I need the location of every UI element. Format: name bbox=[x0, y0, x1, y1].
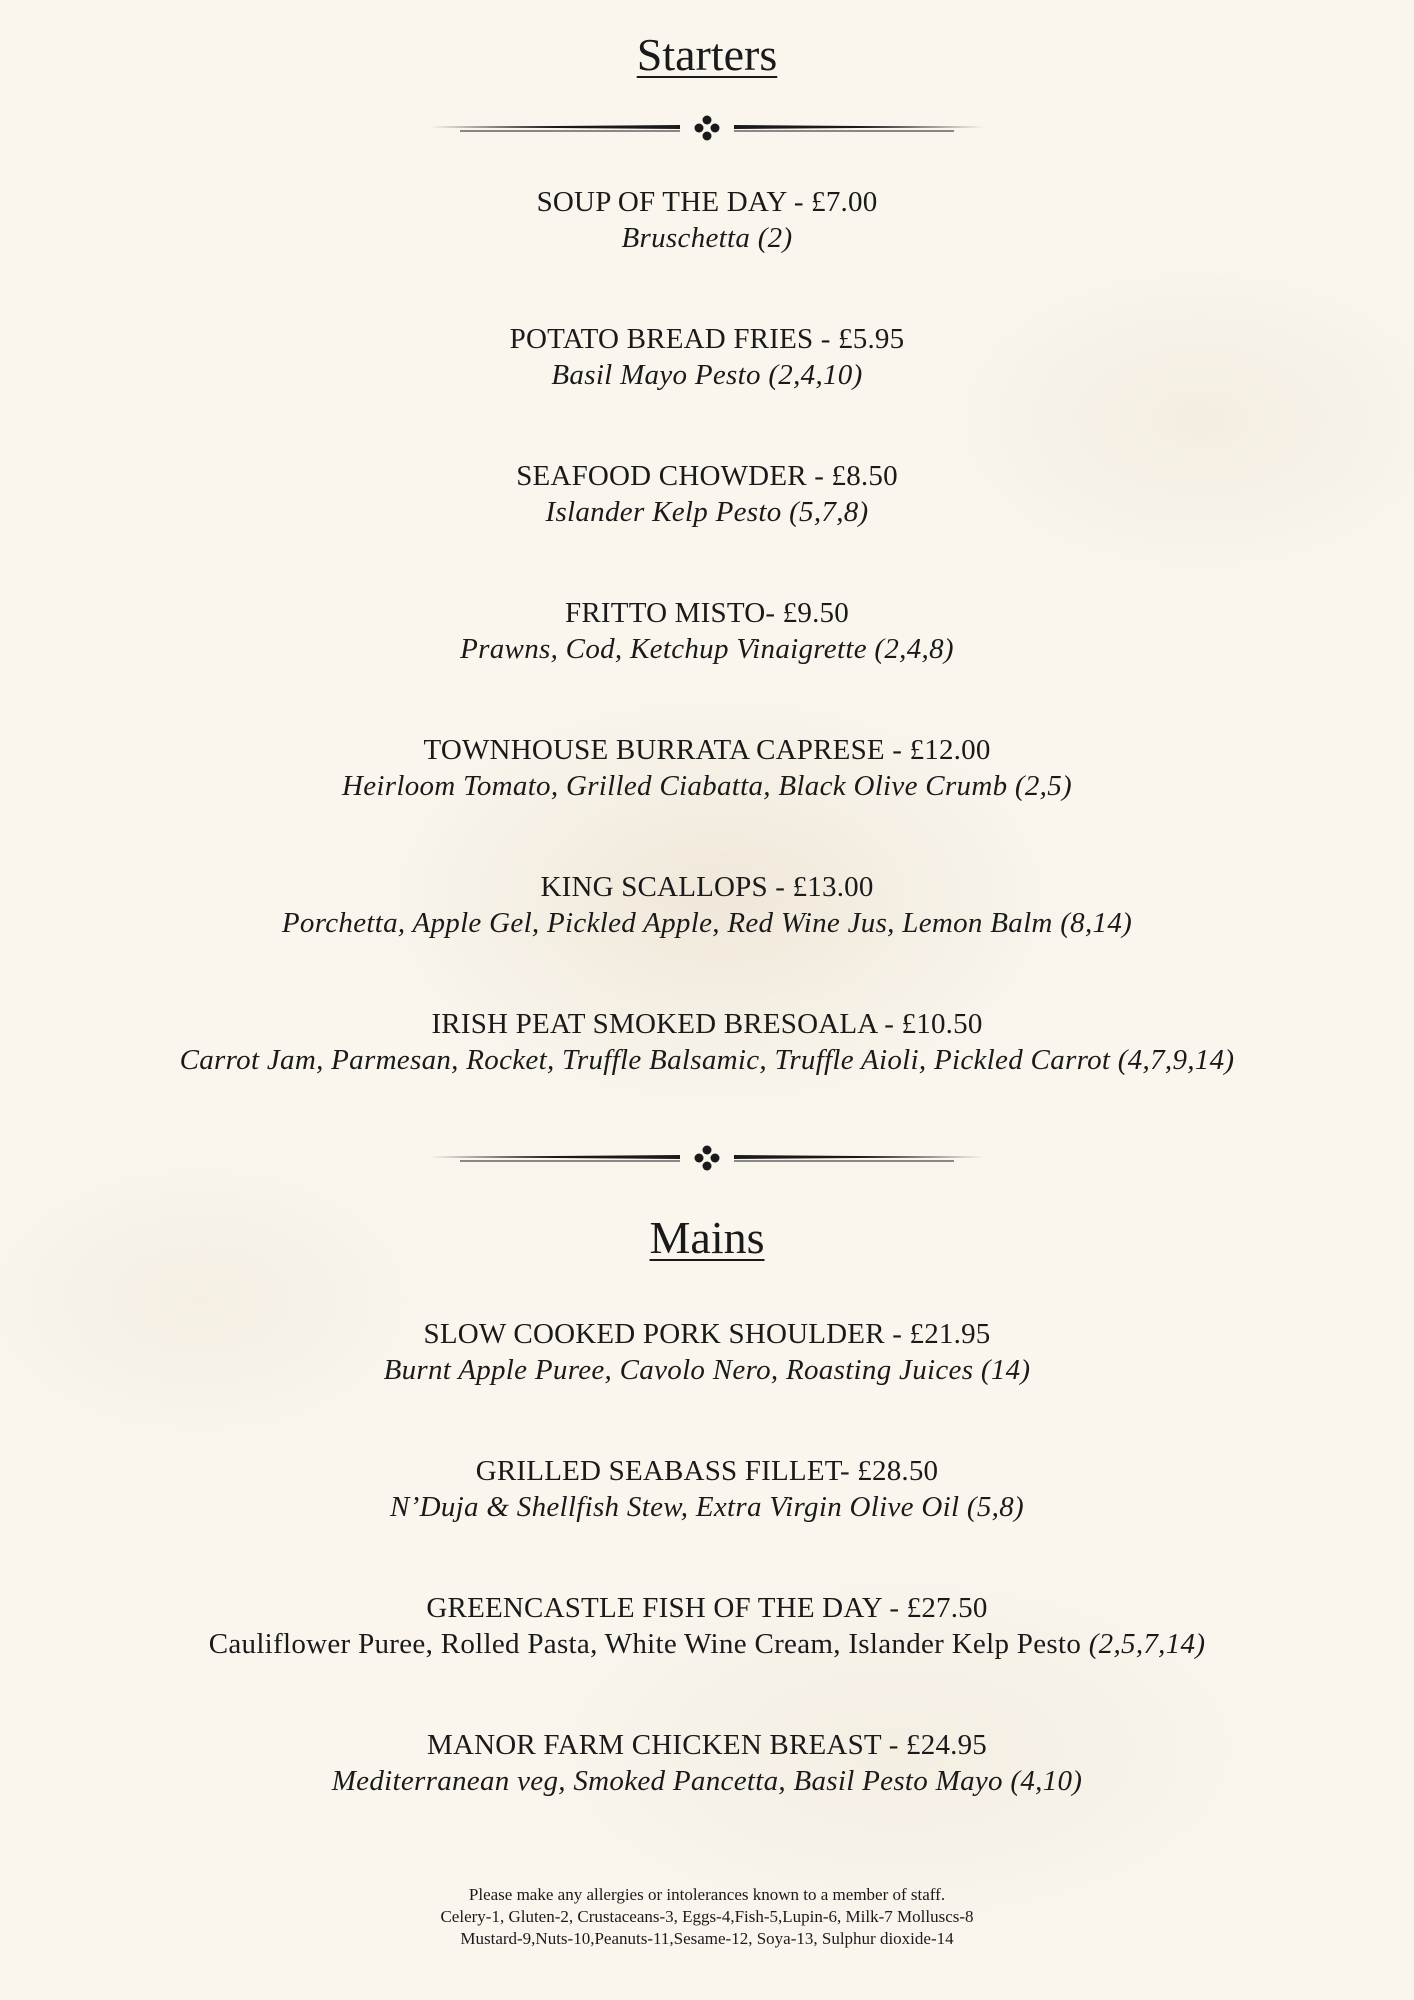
item-description bbox=[60, 1626, 1354, 1662]
item-name: IRISH PEAT SMOKED BRESOALA - £10.50 bbox=[431, 1008, 983, 1040]
ornament-divider-middle bbox=[430, 1143, 984, 1173]
item-description: N’Duja & Shellfish Stew, Extra Virgin Olive Oil (5,8) bbox=[390, 1491, 1024, 1523]
allergen-key-line-1: Celery-1, Gluten-2, Crustaceans-3, Eggs-4,Fish-5,Lupin-6, Milk-7 Molluscs-8 bbox=[440, 1907, 974, 1926]
menu-item bbox=[60, 595, 1354, 667]
item-description: Porchetta, Apple Gel, Pickled Apple, Red Wine Jus, Lemon Balm (8,14) bbox=[281, 907, 1133, 939]
allergy-notice: Please make any allergies or intolerances known to a member of staff. bbox=[468, 1885, 946, 1904]
item-description: Burnt Apple Puree, Cavolo Nero, Roasting Juices (14) bbox=[383, 1354, 1031, 1386]
menu-item bbox=[60, 1006, 1354, 1078]
item-name: SOUP OF THE DAY - £7.00 bbox=[536, 186, 878, 218]
menu-item bbox=[60, 184, 1354, 256]
menu-item bbox=[60, 1453, 1354, 1525]
item-description: Mediterranean veg, Smoked Pancetta, Basil Pesto Mayo (4,10) bbox=[331, 1765, 1083, 1797]
item-name: SLOW COOKED PORK SHOULDER - £21.95 bbox=[423, 1318, 991, 1350]
item-description: Bruschetta (2) bbox=[621, 222, 793, 254]
item-description: Basil Mayo Pesto (2,4,10) bbox=[551, 359, 863, 391]
item-allergen-codes: (2,5,7,14) bbox=[1088, 1628, 1206, 1660]
allergen-key-line-2: Mustard-9,Nuts-10,Peanuts-11,Sesame-12, Soya-13, Sulphur dioxide-14 bbox=[460, 1929, 954, 1948]
item-description: Carrot Jam, Parmesan, Rocket, Truffle Balsamic, Truffle Aioli, Pickled Carrot (4,7,9,14) bbox=[179, 1044, 1235, 1076]
allergen-footer bbox=[0, 1884, 1414, 1950]
menu-item bbox=[60, 1727, 1354, 1799]
menu-item bbox=[60, 1316, 1354, 1388]
ornament-divider-top bbox=[430, 113, 984, 143]
item-description: Heirloom Tomato, Grilled Ciabatta, Black Olive Crumb (2,5) bbox=[341, 770, 1072, 802]
item-name: GRILLED SEABASS FILLET- £28.50 bbox=[475, 1455, 939, 1487]
menu-item bbox=[60, 732, 1354, 804]
item-name: SEAFOOD CHOWDER - £8.50 bbox=[516, 460, 898, 492]
menu-item bbox=[60, 869, 1354, 941]
item-description-text: Cauliflower Puree, Rolled Pasta, White Wine Cream, Islander Kelp Pesto bbox=[208, 1628, 1082, 1660]
mains-title: Mains bbox=[649, 1212, 765, 1263]
menu-item bbox=[60, 458, 1354, 530]
item-name: KING SCALLOPS - £13.00 bbox=[540, 871, 874, 903]
item-name: FRITTO MISTO- £9.50 bbox=[565, 597, 849, 629]
item-name: GREENCASTLE FISH OF THE DAY - £27.50 bbox=[426, 1592, 988, 1624]
item-name: POTATO BREAD FRIES - £5.95 bbox=[509, 323, 905, 355]
menu-item bbox=[60, 321, 1354, 393]
item-description: Islander Kelp Pesto (5,7,8) bbox=[545, 496, 869, 528]
item-description: Prawns, Cod, Ketchup Vinaigrette (2,4,8) bbox=[460, 633, 954, 665]
item-name: MANOR FARM CHICKEN BREAST - £24.95 bbox=[426, 1729, 987, 1761]
starters-title: Starters bbox=[636, 29, 778, 80]
item-name: TOWNHOUSE BURRATA CAPRESE - £12.00 bbox=[423, 734, 991, 766]
menu-item bbox=[60, 1590, 1354, 1662]
